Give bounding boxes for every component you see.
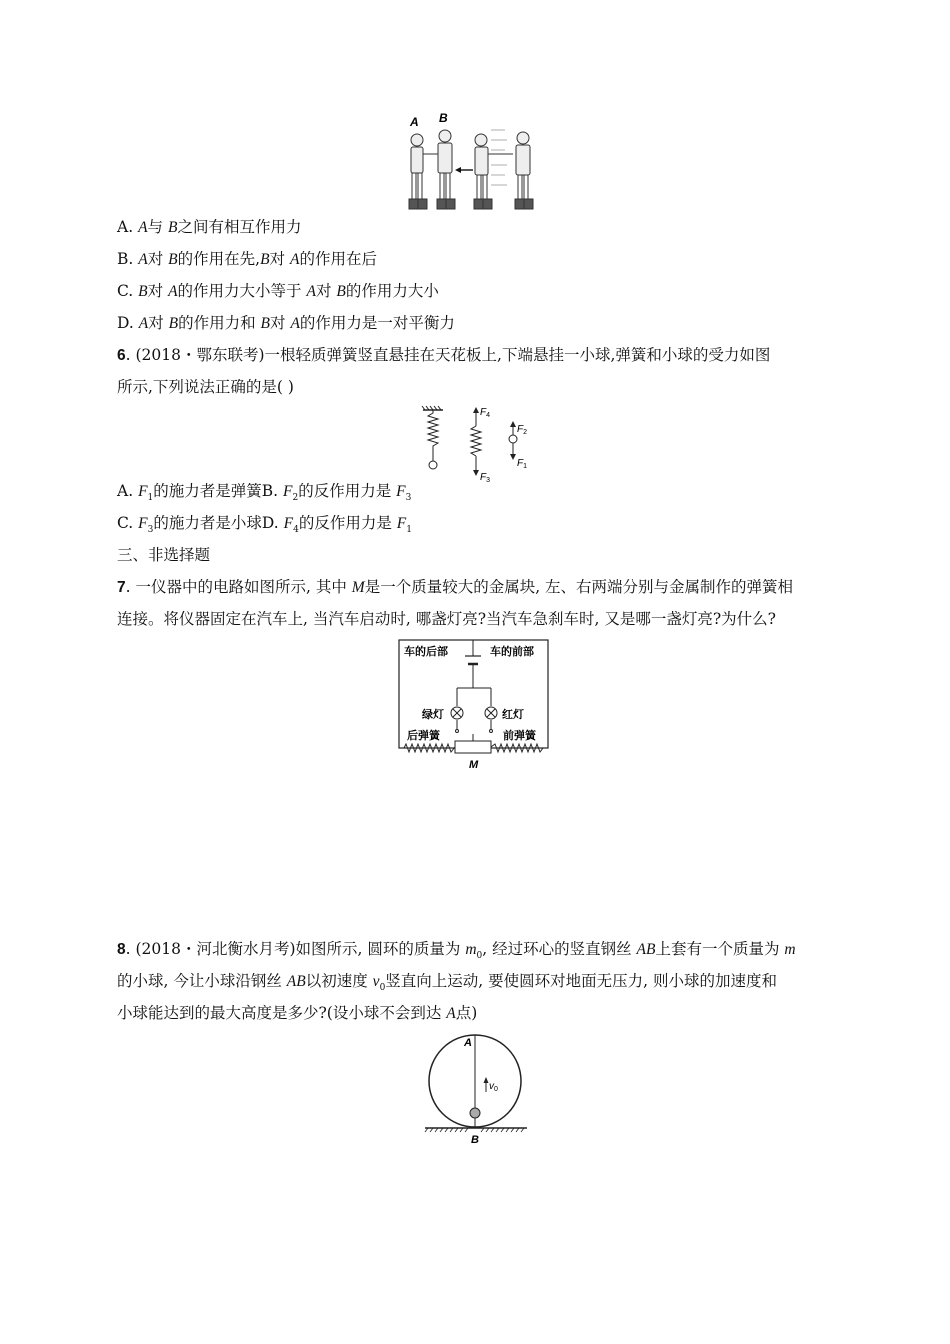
arrow-left-icon xyxy=(455,167,473,173)
f4-arrow-icon xyxy=(473,407,479,413)
label-a: A xyxy=(410,115,419,129)
person-b-left xyxy=(437,130,455,209)
free-spring xyxy=(471,411,481,472)
q6-stem-line2: 所示,下列说法正确的是( ) xyxy=(117,378,294,396)
f3-arrow-icon xyxy=(473,470,479,476)
person-b-right xyxy=(515,132,533,209)
ceiling-spring xyxy=(422,406,443,469)
f4-label: $F_4$ xyxy=(480,407,491,419)
label-rear: 车的后部 xyxy=(404,646,448,658)
label-rear-spring: 后弹簧 xyxy=(407,730,440,742)
f3-label: $F_3$ xyxy=(480,472,491,484)
q5-option-a: A. A与 B之间有相互作用力 xyxy=(117,218,302,236)
person-a-left xyxy=(409,134,439,209)
label-a: A xyxy=(464,1037,472,1049)
label-red-lamp: 红灯 xyxy=(502,709,524,721)
label-v0: $v_0$ xyxy=(489,1081,498,1093)
label-mass: M xyxy=(469,759,479,771)
people-push-figure xyxy=(395,110,555,220)
ground xyxy=(425,1128,527,1132)
q5-option-c: C. B对 A的作用力大小等于 A对 B的作用力大小 xyxy=(117,282,439,300)
spring-force-figure xyxy=(420,404,540,486)
motion-lines xyxy=(491,130,507,185)
ring-figure xyxy=(422,1034,530,1148)
q8-stem-line1: 8. (2018・河北衡水月考)如图所示, 圆环的质量为 $m_0$, 经过环心的竖直钢丝 AB上套有一个质量为 m xyxy=(117,940,796,962)
q7-stem-line2: 连接。将仪器固定在汽车上, 当汽车启动时, 哪盏灯亮?当汽车急刹车时, 又是哪一盏灯亮?为什么? xyxy=(117,610,776,628)
f1-arrow-icon xyxy=(510,454,516,460)
q8-stem-line2: 的小球, 今让小球沿钢丝 AB以初速度 $v_0$竖直向上运动, 要使圆环对地面无压力, 则小球的加速度和 xyxy=(117,972,778,994)
person-a-right xyxy=(474,134,513,209)
q6-options-ab: A. $F_1$的施力者是弹簧B. $F_2$的反作用力是 $F_3$ xyxy=(117,482,412,504)
q5-option-b: B. A对 B的作用在先,B对 A的作用在后 xyxy=(117,250,377,268)
q7-stem-line1: 7. 一仪器中的电路如图所示, 其中 M是一个质量较大的金属块, 左、右两端分别与金属制作的弹簧相 xyxy=(117,578,794,596)
section-heading: 三、非选择题 xyxy=(117,546,211,564)
label-b: B xyxy=(439,111,448,125)
f2-label: $F_2$ xyxy=(517,424,528,436)
label-front-spring: 前弹簧 xyxy=(503,730,536,742)
q8-stem-line3: 小球能达到的最大高度是多少?(设小球不会到达 A点) xyxy=(117,1004,478,1022)
label-b: B xyxy=(471,1134,479,1146)
small-ball xyxy=(470,1108,480,1118)
red-lamp-icon xyxy=(485,707,497,719)
q6-stem-line1: 6. (2018・鄂东联考)一根轻质弹簧竖直悬挂在天花板上,下端悬挂一小球,弹簧和小球的受力如图 xyxy=(117,346,771,364)
f2-arrow-icon xyxy=(510,421,516,427)
green-lamp-icon xyxy=(451,707,463,719)
q6-options-cd: C. $F_3$的施力者是小球D. $F_4$的反作用力是 $F_1$ xyxy=(117,514,412,536)
f1-label: $F_1$ xyxy=(517,458,528,470)
ball-forces xyxy=(509,424,517,456)
circuit-figure xyxy=(398,638,550,772)
battery-icon xyxy=(465,640,481,688)
label-front: 车的前部 xyxy=(490,646,534,658)
mass-block xyxy=(455,734,491,753)
label-green-lamp: 绿灯 xyxy=(422,709,444,721)
q5-option-d: D. A对 B的作用力和 B对 A的作用力是一对平衡力 xyxy=(117,314,455,332)
velocity-arrow-icon xyxy=(484,1077,489,1092)
